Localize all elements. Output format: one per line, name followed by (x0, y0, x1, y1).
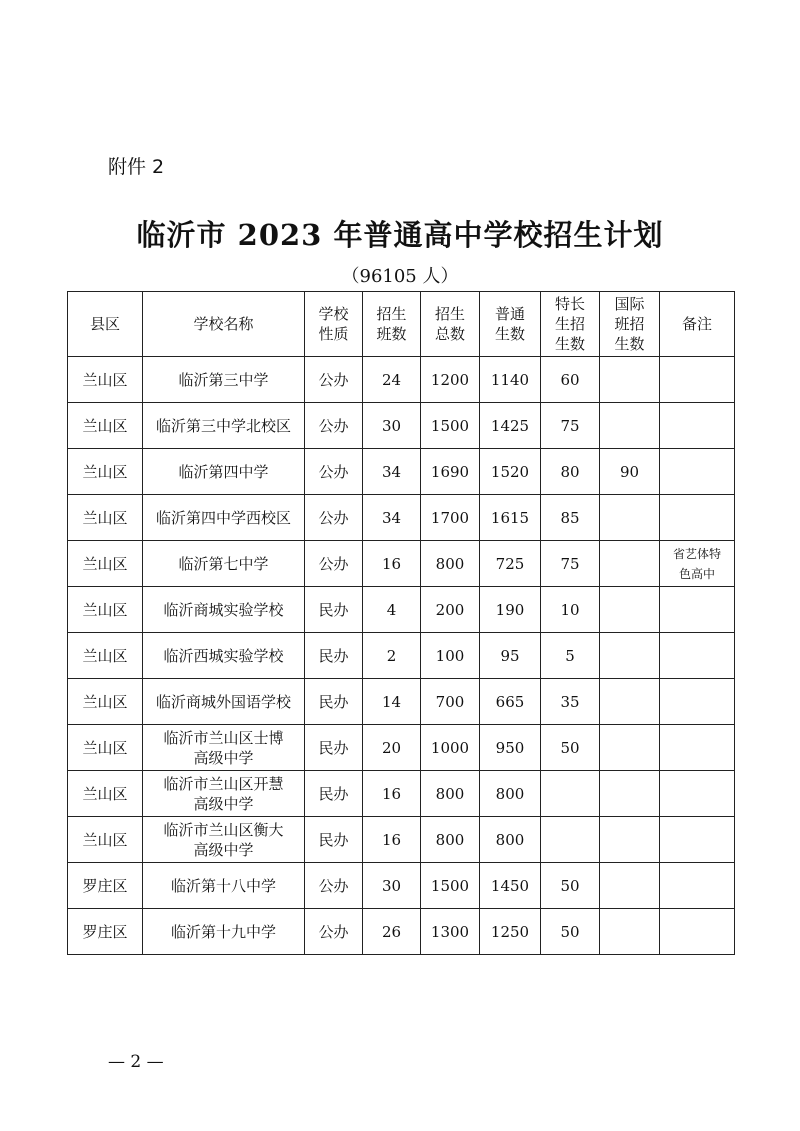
cell-special-talent: 50 (541, 909, 600, 955)
cell-special-talent: 75 (541, 403, 600, 449)
cell-school-type: 民办 (305, 679, 363, 725)
cell-text-line: 临沂市兰山区开慧 (163, 774, 284, 793)
cell-total-enrollment: 200 (421, 587, 480, 633)
cell-total-enrollment: 100 (421, 633, 480, 679)
cell-class-count: 16 (363, 771, 421, 817)
cell-regular-students: 1140 (480, 357, 541, 403)
cell-class-count: 34 (363, 495, 421, 541)
cell-international-class (600, 771, 660, 817)
cell-class-count: 30 (363, 403, 421, 449)
cell-class-count: 20 (363, 725, 421, 771)
cell-school-name (143, 817, 305, 863)
cell-text-line: 色高中 (678, 566, 715, 581)
table-row (68, 357, 735, 403)
cell-total-enrollment: 1000 (421, 725, 480, 771)
cell-regular-students: 190 (480, 587, 541, 633)
cell-international-class (600, 633, 660, 679)
cell-remarks (660, 357, 735, 403)
cell-remarks (660, 633, 735, 679)
cell-international-class: 90 (600, 449, 660, 495)
cell-school-name (143, 449, 305, 495)
cell-district: 兰山区 (68, 817, 143, 863)
cell-remarks (660, 449, 735, 495)
cell-special-talent: 85 (541, 495, 600, 541)
cell-district: 兰山区 (68, 679, 143, 725)
document-title: 临沂市 2023 年普通高中学校招生计划 (136, 218, 664, 252)
table-row (68, 863, 735, 909)
table-header-row (68, 292, 735, 357)
cell-regular-students: 950 (480, 725, 541, 771)
cell-special-talent (541, 771, 600, 817)
table-row (68, 587, 735, 633)
cell-school-name (143, 357, 305, 403)
cell-school-name (143, 679, 305, 725)
cell-school-type: 公办 (305, 909, 363, 955)
cell-text-line: 临沂第十九中学 (170, 922, 276, 941)
header-text: 总数 (434, 325, 465, 343)
cell-class-count: 24 (363, 357, 421, 403)
cell-class-count: 16 (363, 541, 421, 587)
header-regular-students (480, 292, 541, 357)
header-text: 生招 (554, 315, 585, 333)
cell-text-line: 临沂第三中学北校区 (155, 416, 291, 435)
cell-district: 罗庄区 (68, 909, 143, 955)
cell-remarks (660, 771, 735, 817)
header-text: 学校 (318, 305, 349, 323)
header-text: 班招 (614, 315, 645, 333)
cell-total-enrollment: 700 (421, 679, 480, 725)
cell-school-name (143, 863, 305, 909)
cell-district: 罗庄区 (68, 863, 143, 909)
cell-international-class (600, 403, 660, 449)
cell-special-talent (541, 817, 600, 863)
cell-class-count: 34 (363, 449, 421, 495)
cell-remarks (660, 403, 735, 449)
cell-text-line: 临沂第三中学 (178, 370, 269, 389)
table-body (68, 357, 735, 955)
cell-special-talent: 50 (541, 725, 600, 771)
cell-remarks (660, 863, 735, 909)
header-class-count (363, 292, 421, 357)
cell-text-line: 高级中学 (193, 840, 254, 859)
cell-district: 兰山区 (68, 771, 143, 817)
table-row (68, 725, 735, 771)
header-text: 生数 (494, 325, 525, 343)
cell-school-type: 公办 (305, 495, 363, 541)
cell-school-type: 民办 (305, 587, 363, 633)
header-text: 县区 (89, 315, 120, 333)
cell-school-name (143, 771, 305, 817)
document-subtitle: （96105 人） (341, 266, 459, 287)
cell-text-line: 临沂商城外国语学校 (155, 692, 291, 711)
cell-total-enrollment: 800 (421, 771, 480, 817)
cell-text-line: 临沂商城实验学校 (163, 600, 284, 619)
cell-total-enrollment: 1500 (421, 863, 480, 909)
cell-school-type: 公办 (305, 541, 363, 587)
cell-school-type: 民办 (305, 771, 363, 817)
cell-remarks (660, 817, 735, 863)
cell-text-line: 临沂市兰山区士博 (163, 728, 284, 747)
cell-school-name (143, 495, 305, 541)
cell-regular-students: 800 (480, 771, 541, 817)
cell-district: 兰山区 (68, 495, 143, 541)
cell-class-count: 4 (363, 587, 421, 633)
cell-school-type: 公办 (305, 449, 363, 495)
table-row (68, 679, 735, 725)
cell-text-line: 临沂第七中学 (178, 554, 269, 573)
cell-school-type: 公办 (305, 357, 363, 403)
header-total-enrollment (421, 292, 480, 357)
cell-school-type: 民办 (305, 725, 363, 771)
cell-text-line: 高级中学 (193, 794, 254, 813)
cell-school-name (143, 633, 305, 679)
cell-remarks (660, 541, 735, 587)
cell-text-line: 临沂第四中学 (178, 462, 269, 481)
cell-text-line: 临沂第四中学西校区 (155, 508, 291, 527)
header-text: 招生 (434, 305, 465, 323)
header-text: 招生 (376, 305, 407, 323)
cell-regular-students: 1425 (480, 403, 541, 449)
cell-school-type: 公办 (305, 863, 363, 909)
cell-school-name (143, 587, 305, 633)
cell-text-line: 省艺体特 (672, 546, 721, 561)
cell-text-line: 高级中学 (193, 748, 254, 767)
header-remarks (660, 292, 735, 357)
cell-remarks (660, 725, 735, 771)
cell-remarks (660, 587, 735, 633)
header-special-talent (541, 292, 600, 357)
cell-international-class (600, 587, 660, 633)
cell-remarks (660, 679, 735, 725)
cell-district: 兰山区 (68, 541, 143, 587)
table-row (68, 495, 735, 541)
cell-class-count: 14 (363, 679, 421, 725)
attachment-label: 附件 2 (108, 156, 165, 178)
cell-regular-students: 665 (480, 679, 541, 725)
header-school-name (143, 292, 305, 357)
cell-school-type: 民办 (305, 817, 363, 863)
cell-international-class (600, 495, 660, 541)
header-text: 班数 (376, 325, 407, 343)
table-row (68, 909, 735, 955)
cell-regular-students: 1450 (480, 863, 541, 909)
header-text: 国际 (614, 295, 645, 313)
cell-regular-students: 1615 (480, 495, 541, 541)
cell-school-name (143, 541, 305, 587)
cell-regular-students: 800 (480, 817, 541, 863)
header-text: 学校名称 (193, 315, 254, 333)
cell-text-line: 临沂西城实验学校 (163, 646, 284, 665)
cell-class-count: 30 (363, 863, 421, 909)
cell-total-enrollment: 1500 (421, 403, 480, 449)
cell-international-class (600, 541, 660, 587)
cell-district: 兰山区 (68, 633, 143, 679)
cell-international-class (600, 679, 660, 725)
cell-district: 兰山区 (68, 587, 143, 633)
cell-school-name (143, 725, 305, 771)
enrollment-plan-table (67, 291, 735, 955)
cell-district: 兰山区 (68, 449, 143, 495)
cell-remarks (660, 909, 735, 955)
cell-district: 兰山区 (68, 725, 143, 771)
cell-total-enrollment: 1300 (421, 909, 480, 955)
cell-class-count: 16 (363, 817, 421, 863)
table-row (68, 449, 735, 495)
cell-district: 兰山区 (68, 403, 143, 449)
table-row (68, 541, 735, 587)
cell-total-enrollment: 1200 (421, 357, 480, 403)
cell-international-class (600, 863, 660, 909)
cell-international-class (600, 817, 660, 863)
cell-school-name (143, 403, 305, 449)
header-text: 备注 (681, 315, 712, 333)
cell-class-count: 2 (363, 633, 421, 679)
cell-special-talent: 5 (541, 633, 600, 679)
page-number: — 2 — (108, 1052, 164, 1072)
cell-international-class (600, 357, 660, 403)
table-row (68, 817, 735, 863)
cell-total-enrollment: 800 (421, 817, 480, 863)
cell-special-talent: 10 (541, 587, 600, 633)
header-text: 生数 (614, 335, 645, 353)
cell-regular-students: 1520 (480, 449, 541, 495)
cell-special-talent: 35 (541, 679, 600, 725)
cell-total-enrollment: 800 (421, 541, 480, 587)
cell-total-enrollment: 1700 (421, 495, 480, 541)
table-row (68, 403, 735, 449)
table-row (68, 771, 735, 817)
table-row (68, 633, 735, 679)
cell-regular-students: 95 (480, 633, 541, 679)
header-district (68, 292, 143, 357)
cell-district: 兰山区 (68, 357, 143, 403)
header-school-type (305, 292, 363, 357)
cell-international-class (600, 909, 660, 955)
cell-total-enrollment: 1690 (421, 449, 480, 495)
cell-class-count: 26 (363, 909, 421, 955)
cell-text-line: 临沂市兰山区衡大 (163, 820, 284, 839)
header-text: 性质 (318, 325, 349, 343)
cell-regular-students: 725 (480, 541, 541, 587)
cell-remarks (660, 495, 735, 541)
cell-school-type: 民办 (305, 633, 363, 679)
cell-international-class (600, 725, 660, 771)
cell-special-talent: 75 (541, 541, 600, 587)
header-text: 生数 (554, 335, 585, 353)
cell-special-talent: 80 (541, 449, 600, 495)
cell-school-type: 公办 (305, 403, 363, 449)
cell-special-talent: 50 (541, 863, 600, 909)
header-international-class (600, 292, 660, 357)
header-text: 普通 (494, 305, 525, 323)
cell-school-name (143, 909, 305, 955)
cell-text-line: 临沂第十八中学 (170, 876, 276, 895)
cell-regular-students: 1250 (480, 909, 541, 955)
header-text: 特长 (554, 295, 585, 313)
cell-special-talent: 60 (541, 357, 600, 403)
